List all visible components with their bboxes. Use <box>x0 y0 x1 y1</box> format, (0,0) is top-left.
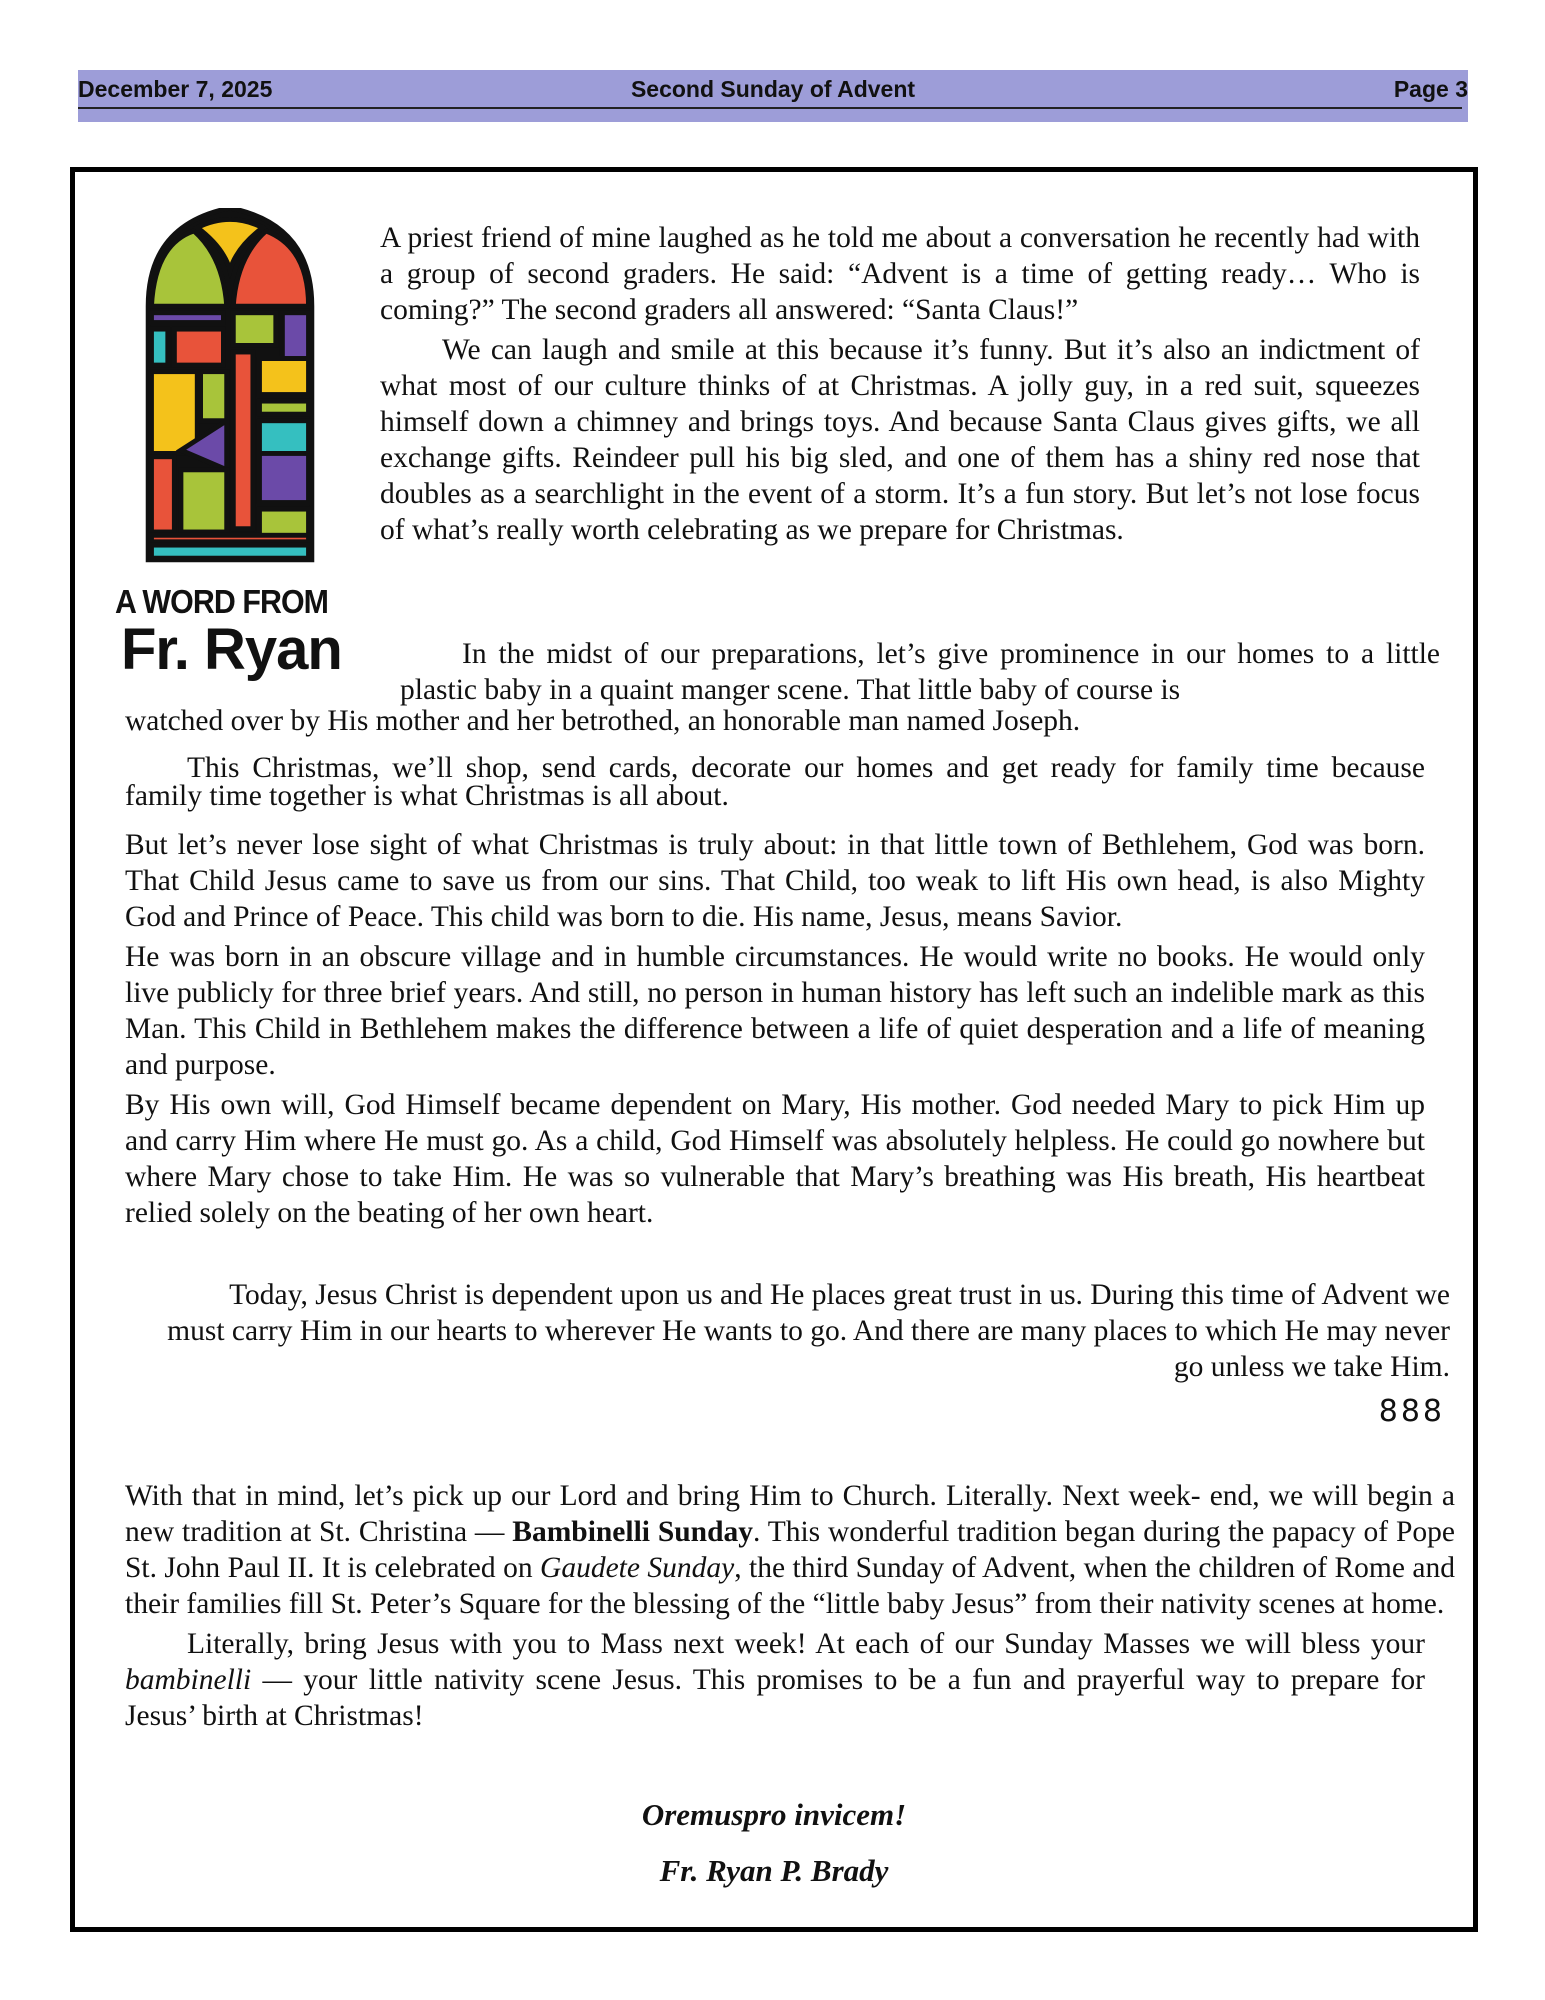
closing-blessing: Oremuspro invicem! <box>641 1797 907 1832</box>
author-signature: Fr. Ryan P. Brady <box>659 1853 889 1888</box>
header-title: Second Sunday of Advent <box>630 76 916 102</box>
paragraph-5: But let’s never lose sight of what Christmas is truly about: in that little town of Bethlehem, God was born. That Child Jesus came to save us from our sins. That Child, too weak to lift His own head, is also Mighty God and Prince of Peace. This child was born to die. His name, Jesus, means Savior. <box>125 829 1425 933</box>
body-text-2 <box>125 827 1425 1231</box>
paragraph-7: By His own will, God Himself became dependent on Mary, His mother. God needed Mary to pick Him up and carry Him where He must go. As a child, God Himself was absolutely helpless. He could go nowhere but where Mary chose to take Him. He was so vulnerable that Mary’s breathing was His breath, His heartbeat relied solely on the beating of her own heart. <box>125 1089 1425 1229</box>
paragraph-1: A priest friend of mine laughed as he told me about a conversation he recently had with a group of second graders. He said: “Advent is a time of getting ready… Who is coming?” The second graders all answered: “Santa Claus!” <box>380 222 1420 326</box>
paragraph-10 <box>125 1626 1455 1734</box>
section-separator: 888 <box>1378 1394 1445 1429</box>
header-date: December 7, 2025 <box>78 76 273 102</box>
paragraph-3a: In the midst of our preparations, let’s give prominence in our homes to a little plastic baby in a quaint manger scene. That little baby of course is <box>400 638 1440 706</box>
paragraph-6: He was born in an obscure village and in humble circumstances. He would write no books. He would only live publicly for three brief years. And still, no person in human history has left such an indelible mark as this Man. This Child in Bethlehem makes the difference between a life of quiet desperation and a life of meaning and purpose. <box>125 941 1425 1081</box>
paragraph-4: This Christmas, we’ll shop, send cards, decorate our homes and get ready for family time because family time together is what Christmas is all about. <box>125 752 1425 812</box>
text-segment: , the third Sunday of Advent, when the children of Rome and their families fill St. Peter’s Square for the blessing of the “little baby Jesus” from their nativity scenes at home. <box>125 1552 1455 1620</box>
bambinelli-sunday-bold: Bambinelli Sunday <box>512 1516 753 1548</box>
intro-text <box>380 220 1420 548</box>
text-segment: — your little nativity scene Jesus. This promises to be a fun and prayerful way to prepare for Jesus’ birth at Christmas! <box>125 1664 1425 1732</box>
bambinelli-italic: bambinelli <box>125 1664 252 1696</box>
text-segment: With that in mind, let’s pick up our Lord and bring Him to Church. Literally. Next week- end, we will begin a new tradition at St. Christina — <box>125 1480 1455 1548</box>
page-header <box>78 70 1468 122</box>
gaudete-sunday-italic: Gaudete Sunday <box>540 1552 735 1584</box>
paragraph-8: Today, Jesus Christ is dependent upon us and He places great trust in us. During this time of Advent we must carry Him in our hearts to wherever He wants to go. And there are many places to which He may never go unless we take Him. <box>167 1279 1450 1383</box>
text-segment: . This wonderful tradition began during the papacy of Pope St. John Paul II. It is celebrated on <box>125 1516 1455 1584</box>
header-page-number: Page 3 <box>1393 76 1468 102</box>
word-from-fr-ryan-logo <box>115 208 345 682</box>
header-rule <box>78 107 1462 109</box>
paragraph-2: We can laugh and smile at this because it’s funny. But it’s also an indictment of what most of our culture thinks of at Christmas. A jolly guy, in a red suit, squeezes himself down a chimney and brings toys. And because Santa Claus gives gifts, we all exchange gifts. Reindeer pull his big sled, and one of them has a shiny red nose that doubles as a searchlight in the event of a storm. It’s a fun story. But let’s not lose focus of what’s really worth celebrating as we prepare for Christmas. <box>380 334 1420 546</box>
paragraph-9 <box>125 1478 1455 1622</box>
logo-line-2: Fr. Ryan <box>121 617 342 682</box>
body-text <box>125 754 1425 810</box>
article-box <box>70 167 1478 1932</box>
logo-line-1: A WORD FROM <box>115 583 329 620</box>
paragraph-3b: watched over by His mother and her betrothed, an honorable man named Joseph. <box>125 705 1081 737</box>
text-segment: Literally, bring Jesus with you to Mass next week! At each of our Sunday Masses we will bless your <box>187 1628 1425 1660</box>
body-text-3 <box>125 1478 1455 1734</box>
stained-glass-window-icon <box>115 208 345 568</box>
